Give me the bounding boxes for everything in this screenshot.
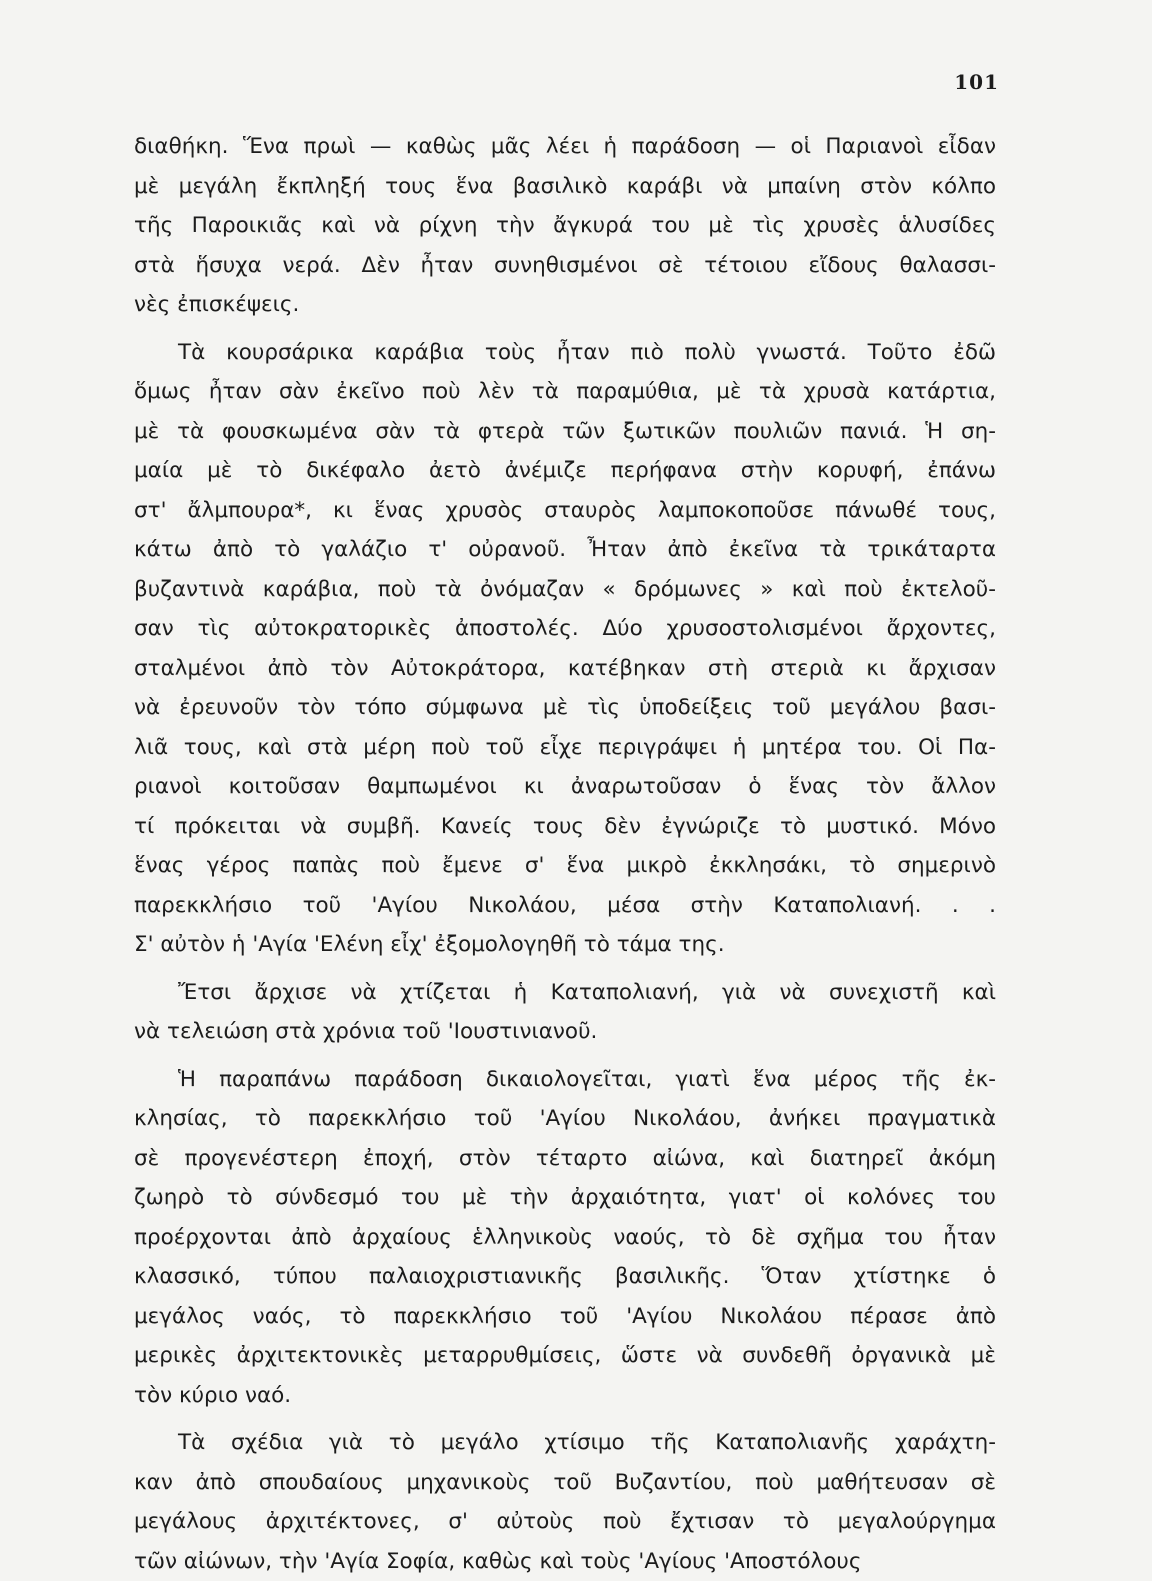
text-line: τῶν αἰώνων, τὴν 'Αγία Σοφία, καθὼς καὶ τοὺς 'Αγίους 'Αποστόλους <box>134 1542 996 1581</box>
paragraph-gap <box>134 325 996 333</box>
text-line: μαία μὲ τὸ δικέφαλο ἀετὸ ἀνέμιζε περήφανα στὴν κορυφή, ἐπάνω <box>134 451 996 491</box>
text-line: σταλμένοι ἀπὸ τὸν Αὐτοκράτορα, κατέβηκαν στὴ στεριὰ κι ἄρχισαν <box>134 649 996 689</box>
text-line: νὰ ἐρευνοῦν τὸν τόπο σύμφωνα μὲ τὶς ὑποδείξεις τοῦ μεγάλου βασι- <box>134 688 996 728</box>
text-line: στὰ ἥσυχα νερά. Δὲν ἦταν συνηθισμένοι σὲ τέτοιου εἴδους θαλασσι- <box>134 246 996 286</box>
paragraph <box>134 1423 996 1581</box>
paragraph <box>134 1060 996 1416</box>
page-number: 101 <box>954 70 999 94</box>
paragraph-gap <box>134 1052 996 1060</box>
paragraph <box>134 973 996 1052</box>
text-line: κλασσικό, τύπου παλαιοχριστιανικῆς βασιλικῆς. Ὅταν χτίστηκε ὁ <box>134 1257 996 1297</box>
paragraph-gap <box>134 1415 996 1423</box>
text-line: Τὰ σχέδια γιὰ τὸ μεγάλο χτίσιμο τῆς Καταπολιανῆς χαράχτη- <box>134 1423 996 1463</box>
text-line: Τὰ κουρσάρικα καράβια τοὺς ἦταν πιὸ πολὺ γνωστά. Τοῦτο ἐδῶ <box>134 333 996 373</box>
text-line: διαθήκη. Ἕνα πρωὶ — καθὼς μᾶς λέει ἡ παράδοση — οἱ Παριανοὶ εἶδαν <box>134 127 996 167</box>
text-line: σαν τὶς αὐτοκρατορικὲς ἀποστολές. Δύο χρυσοστολισμένοι ἄρχοντες, <box>134 609 996 649</box>
text-line: προέρχονται ἀπὸ ἀρχαίους ἑλληνικοὺς ναούς, τὸ δὲ σχῆμα του ἦταν <box>134 1218 996 1258</box>
text-line: κλησίας, τὸ παρεκκλήσιο τοῦ 'Αγίου Νικολάου, ἀνήκει πραγματικὰ <box>134 1099 996 1139</box>
text-line: νὲς ἐπισκέψεις. <box>134 285 996 325</box>
text-line: μερικὲς ἀρχιτεκτονικὲς μεταρρυθμίσεις, ὥστε νὰ συνδεθῆ ὀργανικὰ μὲ <box>134 1336 996 1376</box>
text-line: σὲ προγενέστερη ἐποχή, στὸν τέταρτο αἰώνα, καὶ διατηρεῖ ἀκόμη <box>134 1139 996 1179</box>
text-line: μὲ μεγάλη ἔκπληξή τους ἕνα βασιλικὸ καράβι νὰ μπαίνη στὸν κόλπο <box>134 167 996 207</box>
text-line: παρεκκλήσιο τοῦ 'Αγίου Νικολάου, μέσα στὴν Καταπολιανή. . . <box>134 886 996 926</box>
text-line: κάτω ἀπὸ τὸ γαλάζιο τ' οὐρανοῦ. Ἦταν ἀπὸ ἐκεῖνα τὰ τρικάταρτα <box>134 530 996 570</box>
paragraph-gap <box>134 965 996 973</box>
text-line: ζωηρὸ τὸ σύνδεσμό του μὲ τὴν ἀρχαιότητα, γιατ' οἱ κολόνες του <box>134 1178 996 1218</box>
paragraph <box>134 333 996 965</box>
text-line: ἕνας γέρος παπὰς ποὺ ἔμενε σ' ἕνα μικρὸ ἐκκλησάκι, τὸ σημερινὸ <box>134 846 996 886</box>
text-line: Σ' αὐτὸν ἡ 'Αγία 'Ελένη εἶχ' ἐξομολογηθῆ τὸ τάμα της. <box>134 925 996 965</box>
text-line: στ' ἄλμπουρα*, κι ἕνας χρυσὸς σταυρὸς λαμποκοποῦσε πάνωθέ τους, <box>134 491 996 531</box>
text-line: τί πρόκειται νὰ συμβῆ. Κανείς τους δὲν ἐγνώριζε τὸ μυστικό. Μόνο <box>134 807 996 847</box>
text-line: νὰ τελειώση στὰ χρόνια τοῦ 'Ιουστινιανοῦ. <box>134 1012 996 1052</box>
text-line: μεγάλος ναός, τὸ παρεκκλήσιο τοῦ 'Αγίου Νικολάου πέρασε ἀπὸ <box>134 1297 996 1337</box>
body-text <box>134 127 996 1581</box>
text-line: Ἔτσι ἄρχισε νὰ χτίζεται ἡ Καταπολιανή, γιὰ νὰ συνεχιστῆ καὶ <box>134 973 996 1013</box>
paragraph <box>134 127 996 325</box>
text-line: λιᾶ τους, καὶ στὰ μέρη ποὺ τοῦ εἶχε περιγράψει ἡ μητέρα του. Οἱ Πα- <box>134 728 996 768</box>
text-line: μὲ τὰ φουσκωμένα σὰν τὰ φτερὰ τῶν ξωτικῶν πουλιῶν πανιά. Ἡ ση- <box>134 412 996 452</box>
text-line: ὅμως ἦταν σὰν ἐκεῖνο ποὺ λὲν τὰ παραμύθια, μὲ τὰ χρυσὰ κατάρτια, <box>134 372 996 412</box>
text-line: καν ἀπὸ σπουδαίους μηχανικοὺς τοῦ Βυζαντίου, ποὺ μαθήτευσαν σὲ <box>134 1463 996 1503</box>
text-line: μεγάλους ἀρχιτέκτονες, σ' αὐτοὺς ποὺ ἔχτισαν τὸ μεγαλούργημα <box>134 1502 996 1542</box>
text-line: τὸν κύριο ναό. <box>134 1376 996 1416</box>
text-line: ριανοὶ κοιτοῦσαν θαμπωμένοι κι ἀναρωτοῦσαν ὁ ἕνας τὸν ἄλλον <box>134 767 996 807</box>
text-line: βυζαντινὰ καράβια, ποὺ τὰ ὀνόμαζαν « δρόμωνες » καὶ ποὺ ἐκτελοῦ- <box>134 570 996 610</box>
text-line: Ἡ παραπάνω παράδοση δικαιολογεῖται, γιατὶ ἕνα μέρος τῆς ἐκ- <box>134 1060 996 1100</box>
text-line: τῆς Παροικιᾶς καὶ νὰ ρίχνη τὴν ἄγκυρά του μὲ τὶς χρυσὲς ἁλυσίδες <box>134 206 996 246</box>
